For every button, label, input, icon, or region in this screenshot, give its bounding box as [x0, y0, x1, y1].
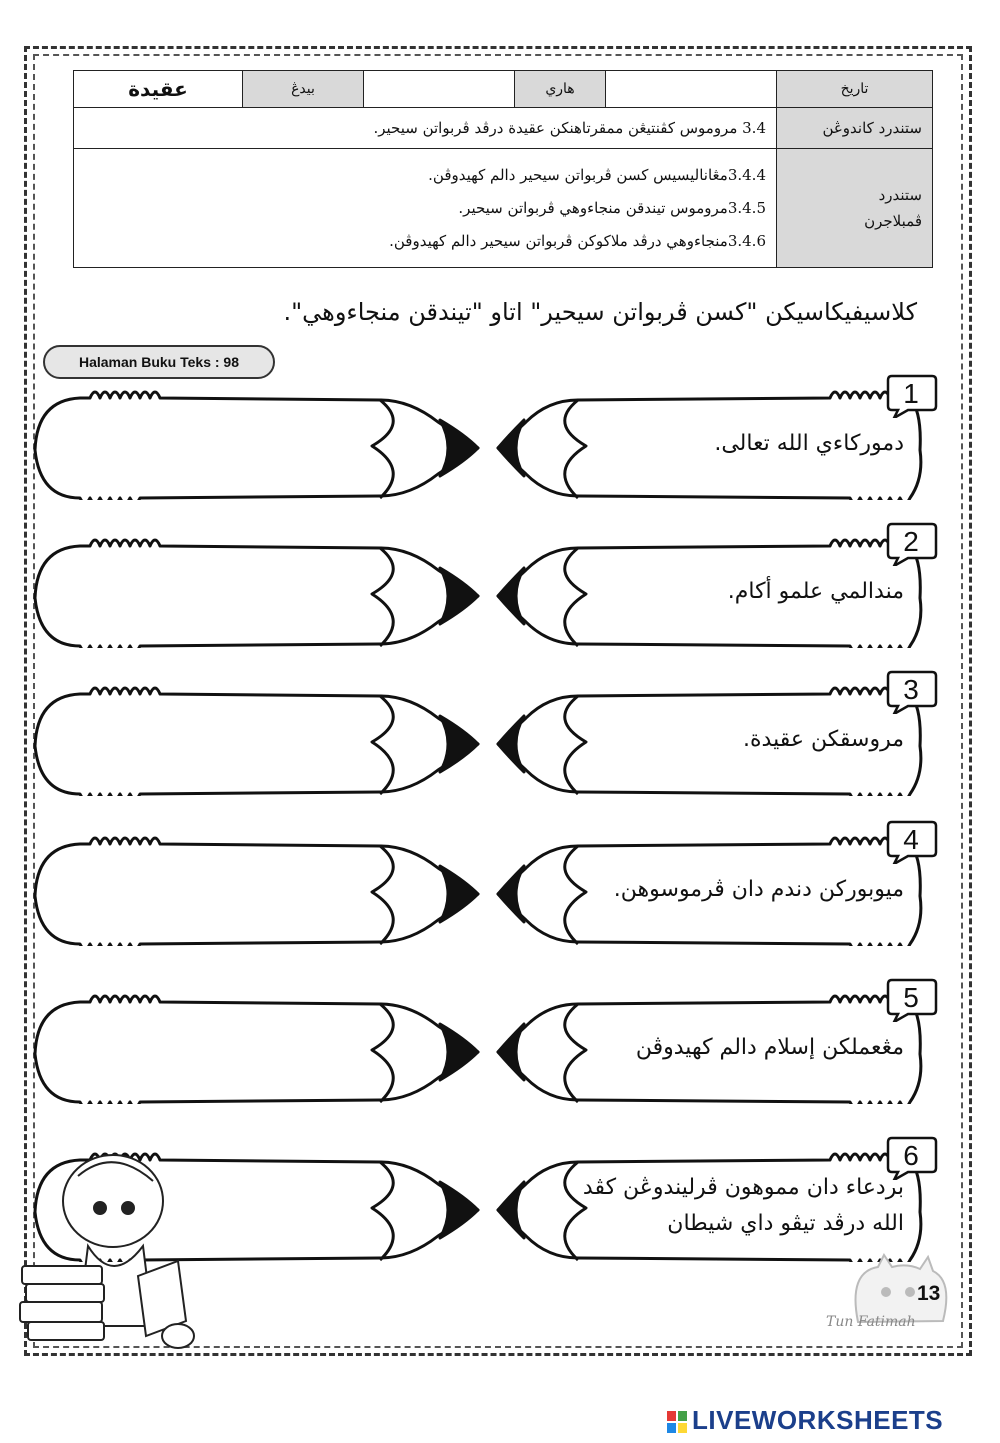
day-label: هاري: [515, 71, 606, 108]
classification-item: [0, 984, 1000, 1104]
date-label: تاريخ: [777, 71, 933, 108]
content-standard-text: 3.4 مروموس كڤنتيڠن ممقرتاهنكن عقيدة درڤد ڤربواتن سيحير.: [74, 108, 777, 149]
answer-drop-zone[interactable]: [100, 846, 385, 928]
learning-standard-item: 3.4.6منجاءوهي درڤد ملاكوكن ڤربواتن سيحير دالم كهيدوڤن.: [389, 231, 766, 250]
item-number: 5: [903, 982, 919, 1013]
content-standard-label: ستندرد كاندوڠن: [777, 108, 933, 149]
answer-drop-zone[interactable]: [100, 400, 385, 482]
learning-standard-label-line-1: ستندرد: [878, 186, 922, 204]
header-table: [73, 70, 933, 268]
classification-item: [0, 676, 1000, 796]
instruction-text: كلاسيفيكاسيكن "كسن ڤربواتن سيحير" اتاو "تيندقن منجاءوهي".: [283, 298, 917, 326]
item-statement[interactable]: مروسقكن عقيدة.: [743, 727, 904, 752]
day-value[interactable]: [364, 71, 515, 108]
answer-drop-zone[interactable]: [100, 548, 385, 630]
item-statement[interactable]: مڠعملكن إسلام دالم كهيدوڤن: [635, 1035, 904, 1060]
item-statement[interactable]: دموركاءي الله تعالى.: [714, 431, 904, 456]
classification-item: [0, 826, 1000, 946]
subject-name: عقيدة: [74, 71, 243, 108]
item-number: 2: [903, 526, 919, 557]
reading-girl-illustration: [18, 1146, 198, 1366]
learning-standard-label-line-2: ڤمبلاجرن: [864, 212, 922, 230]
item-statement[interactable]: بردعاء دان مموهون ڤرليندوڠن كڤد الله درڤد تيڤو داي شيطان: [582, 1175, 904, 1236]
page-number: 13: [917, 1282, 941, 1305]
item-number: 1: [903, 378, 919, 409]
textbook-page-badge: Halaman Buku Teks : 98: [43, 345, 275, 379]
item-number: 3: [903, 674, 919, 705]
item-number: 6: [903, 1140, 919, 1171]
classification-item: [0, 380, 1000, 500]
classification-item: [0, 528, 1000, 648]
learning-standard-item: 3.4.4مڠاناليسيس كسن ڤربواتن سيحير دالم كهيدوڤن.: [428, 165, 766, 184]
item-statement[interactable]: مندالمي علمو أكام.: [727, 579, 904, 604]
class-label: بيدڠ: [243, 71, 364, 108]
item-number: 4: [903, 824, 919, 855]
liveworksheets-logo-icon: [666, 1410, 688, 1434]
author-signature: Tun Fatimah: [826, 1314, 916, 1330]
learning-standard-item: 3.4.5مروموس تيندقن منجاءوهي ڤربواتن سيحير.: [458, 198, 766, 217]
learning-standard-label: [777, 149, 933, 268]
item-statement[interactable]: ميوبوركن دندم دان ڤرموسوهن.: [613, 877, 904, 902]
answer-drop-zone[interactable]: [100, 696, 385, 778]
liveworksheets-brand[interactable]: LIVEWORKSHEETS: [692, 1405, 944, 1435]
date-value[interactable]: [606, 71, 777, 108]
learning-standards: [74, 149, 777, 268]
answer-drop-zone[interactable]: [100, 1004, 385, 1086]
